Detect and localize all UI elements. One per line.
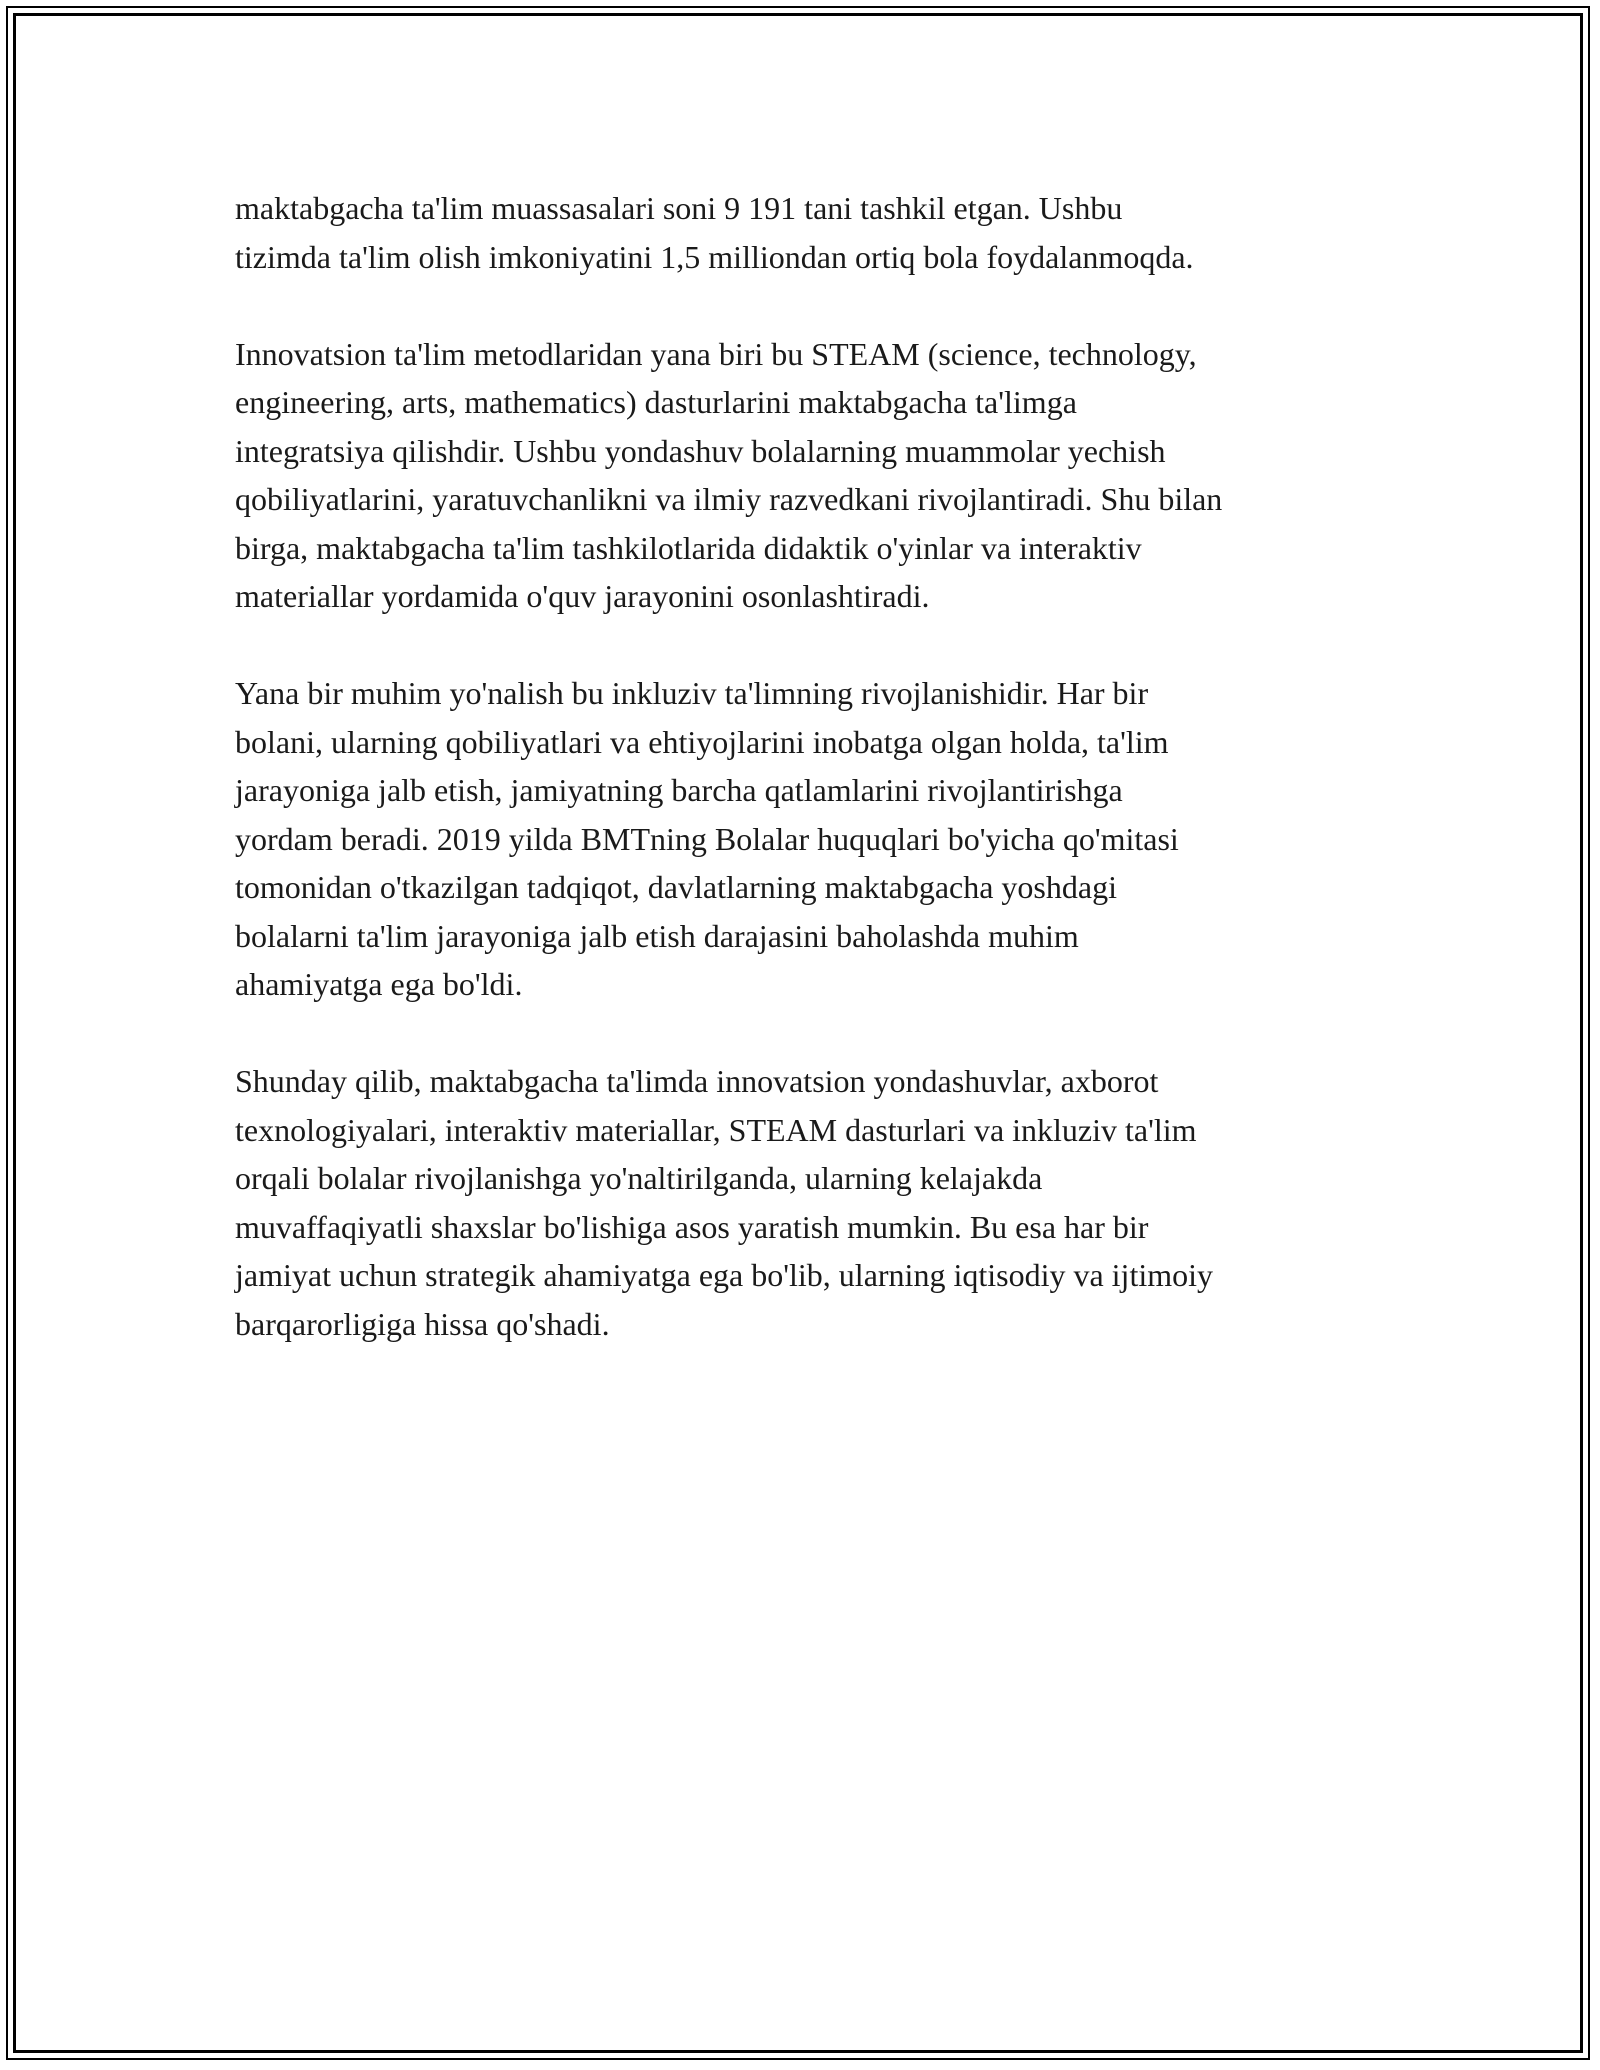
text-line: bolalarni ta'lim jarayoniga jalb etish darajasini baholashda muhim [235, 917, 1079, 954]
text-line: engineering, arts, mathematics) dasturlarini maktabgacha ta'limga [235, 384, 1077, 420]
paragraph-3 [235, 669, 1375, 1009]
text-line: muvaffaqiyatli shaxslar bo'lishiga asos yaratish mumkin. Bu esa har bir [235, 1208, 1149, 1245]
text-line: integratsiya qilishdir. Ushbu yondashuv bolalarning muammolar yechish [235, 432, 1166, 469]
text-line: jarayoniga jalb etish, jamiyatning barcha qatlamlarini rivojlantirishga [235, 772, 1123, 808]
text-line: orqali bolalar rivojlanishga yo'naltirilganda, ularning kelajakda [235, 1160, 1043, 1196]
text-line: Yana bir muhim yo'nalish bu inkluziv ta'limning rivojlanishidir. Har bir [235, 675, 1149, 711]
text-line: birga, maktabgacha ta'lim tashkilotlarida didaktik o'yinlar va interaktiv [235, 529, 1142, 566]
text-line: tizimda ta'lim olish imkoniyatini 1,5 milliondan ortiq bola foydalanmoqda. [235, 238, 1194, 275]
text-line: yordam beradi. 2019 yilda BMTning Bolalar huquqlari bo'yicha qo'mitasi [235, 820, 1179, 857]
text-line: bolani, ularning qobiliyatlari va ehtiyojlarini inobatga olgan holda, ta'lim [235, 723, 1169, 760]
paragraph-1 [235, 184, 1375, 281]
text-line: tomonidan o'tkazilgan tadqiqot, davlatlarning maktabgacha yoshdagi [235, 869, 1117, 905]
text-line: materiallar yordamida o'quv jarayonini osonlashtiradi. [235, 578, 930, 614]
text-line: barqarorligiga hissa qo'shadi. [235, 1305, 610, 1342]
text-line: Innovatsion ta'lim metodlaridan yana biri bu STEAM (science, technology, [235, 335, 1197, 372]
document-body [235, 184, 1375, 1397]
text-line: qobiliyatlarini, yaratuvchanlikni va ilmiy razvedkani rivojlantiradi. Shu bilan [235, 481, 1223, 517]
text-line: Shunday qilib, maktabgacha ta'limda innovatsion yondashuvlar, axborot [235, 1063, 1159, 1099]
paragraph-4 [235, 1057, 1375, 1348]
text-line: texnologiyalari, interaktiv materiallar, STEAM dasturlari va inkluziv ta'lim [235, 1111, 1197, 1148]
text-line: maktabgacha ta'lim muassasalari soni 9 191 tani tashkil etgan. Ushbu [235, 190, 1123, 226]
paragraph-2 [235, 330, 1375, 621]
text-line: jamiyat uchun strategik ahamiyatga ega bo'lib, ularning iqtisodiy va ijtimoiy [235, 1257, 1213, 1293]
text-line: ahamiyatga ega bo'ldi. [235, 966, 523, 1002]
